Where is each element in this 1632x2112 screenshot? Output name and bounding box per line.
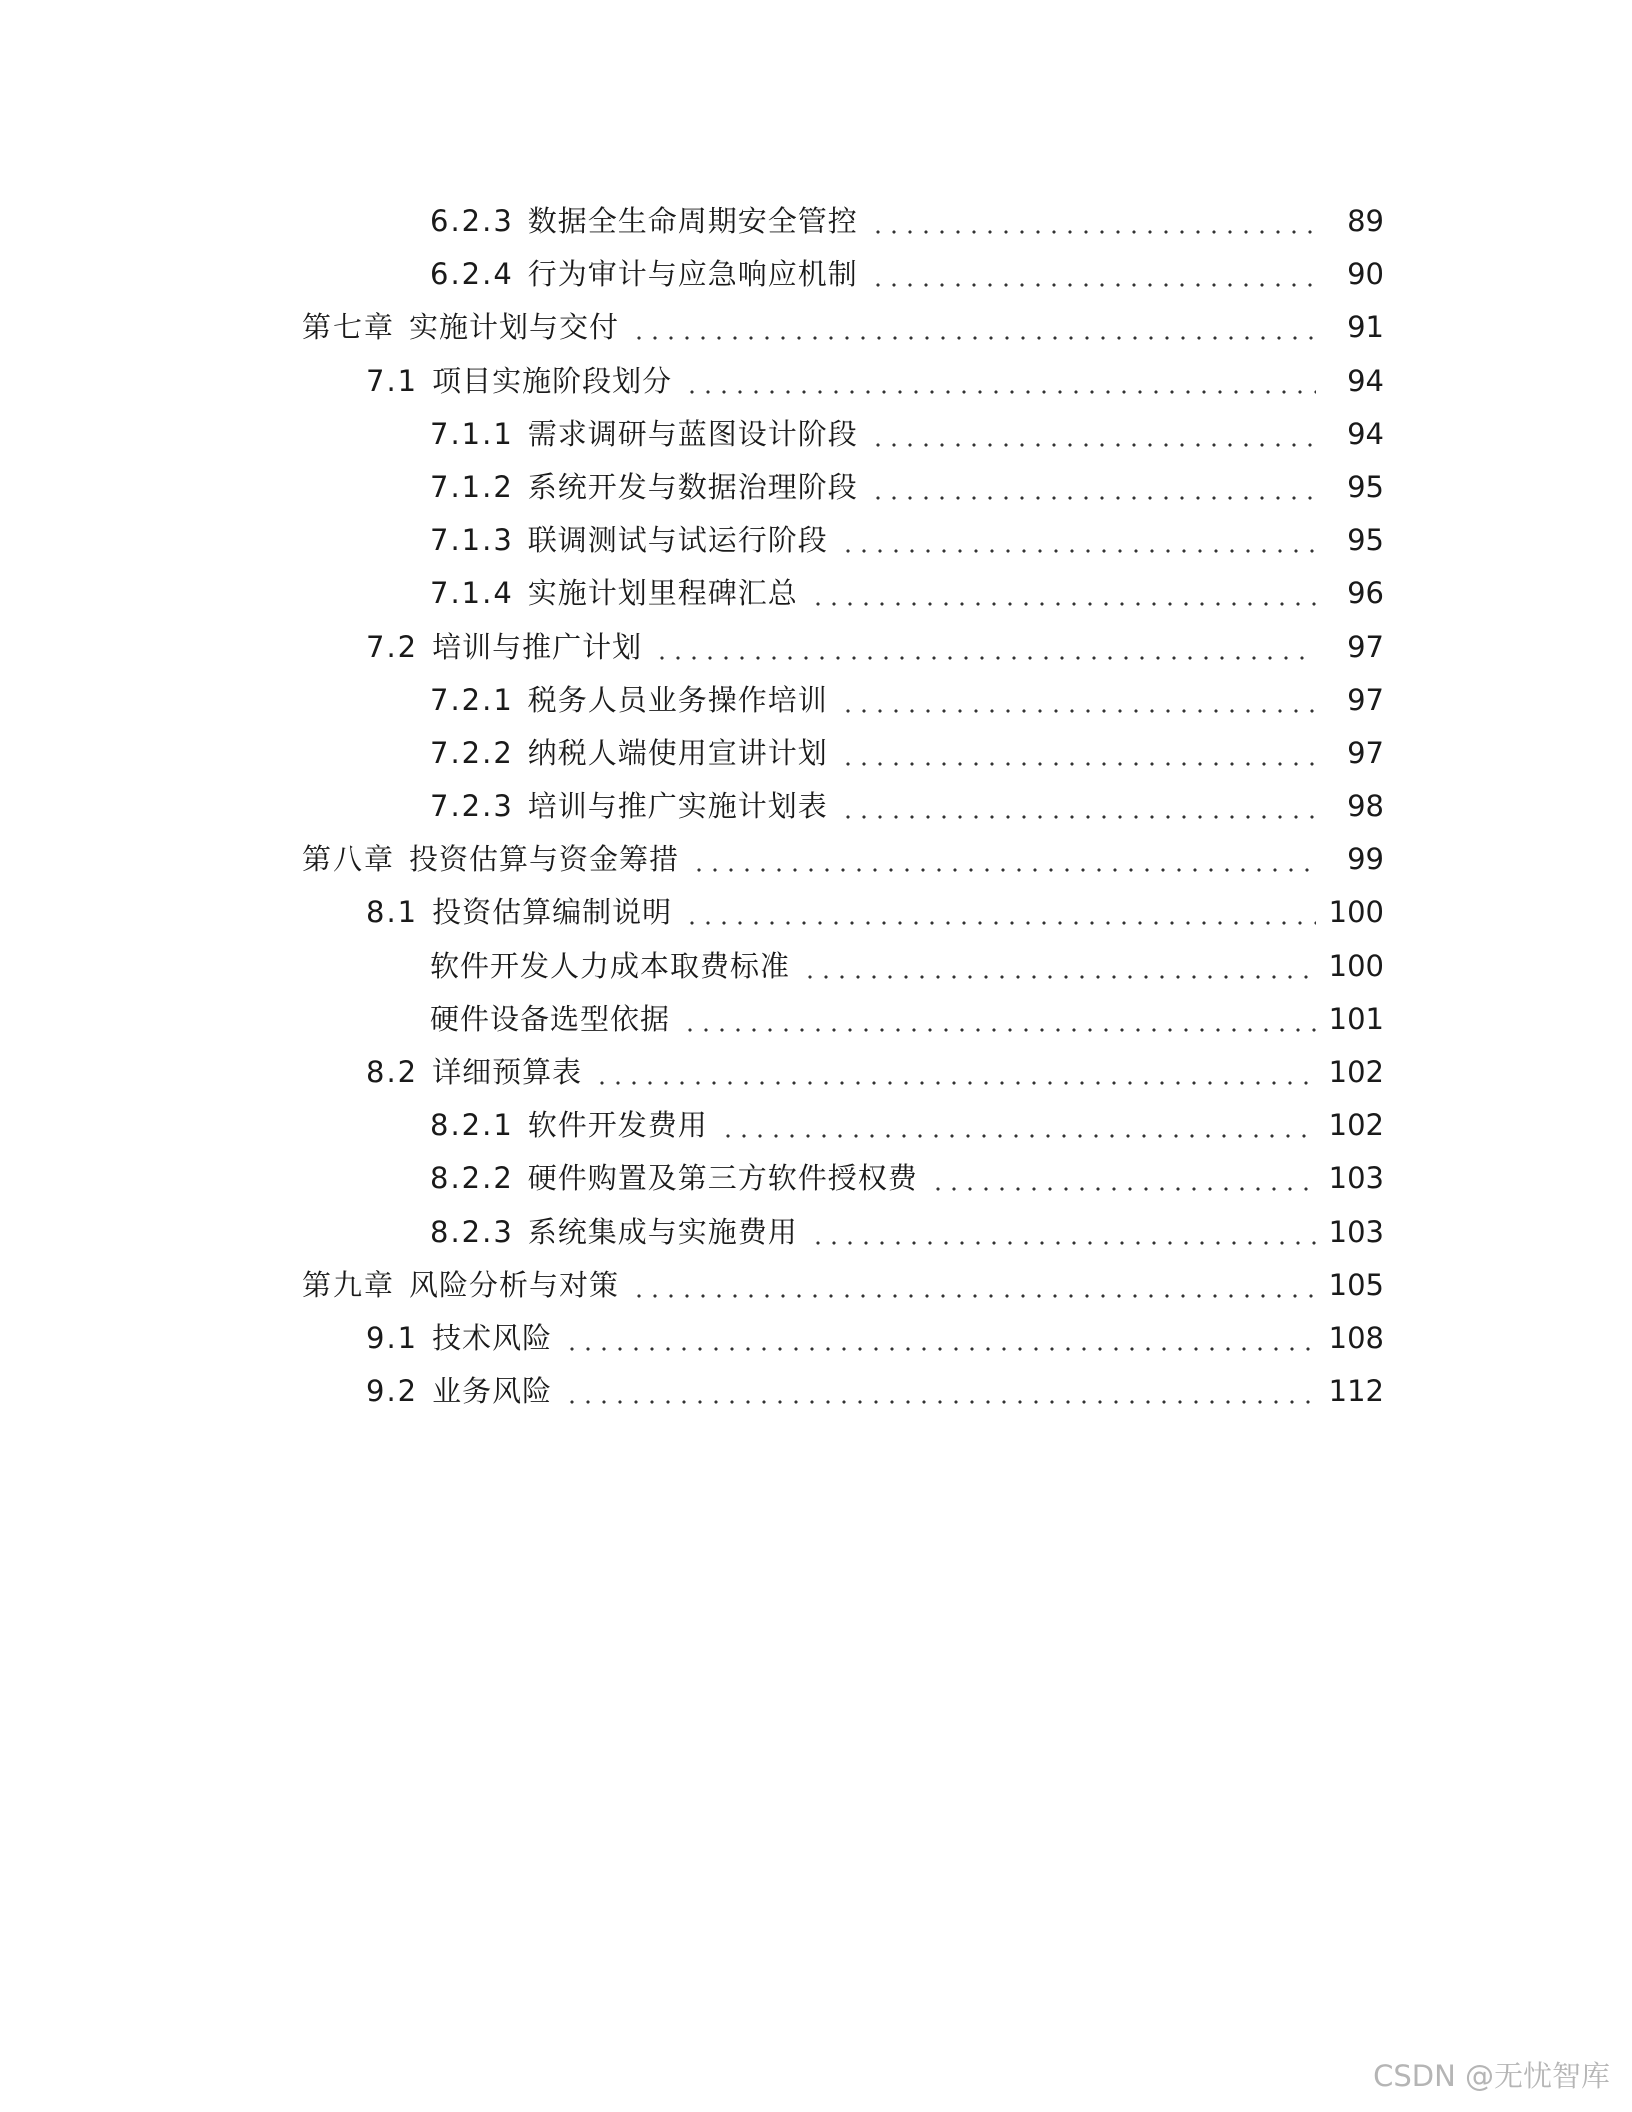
toc-page-number: 101	[1328, 1001, 1384, 1036]
toc-entry-title: 投资估算编制说明	[432, 895, 673, 930]
toc-page-number: 100	[1328, 895, 1384, 930]
toc-page-number: 94	[1347, 363, 1384, 398]
toc-entry-title: 业务风险	[432, 1374, 553, 1409]
toc-entry-title: 硬件购置及第三方软件授权费	[527, 1161, 918, 1196]
toc-dot-leader	[682, 993, 1316, 1046]
toc-entry[interactable]	[0, 461, 1632, 514]
toc-entry-title: 行为审计与应急响应机制	[527, 257, 858, 292]
toc-page-number: 100	[1328, 948, 1384, 983]
toc-dot-leader	[691, 833, 1316, 886]
toc-entry-number: 9.2	[366, 1374, 419, 1409]
toc-entry[interactable]	[0, 940, 1632, 993]
toc-entry[interactable]	[0, 355, 1632, 408]
toc-entry[interactable]	[0, 195, 1632, 248]
toc-dot-leader	[870, 248, 1316, 301]
toc-dot-leader	[930, 1152, 1316, 1205]
watermark: CSDN @无忧智库	[1373, 2059, 1610, 2093]
toc-page-number: 102	[1328, 1055, 1384, 1089]
toc-entry-number: 7.1.3	[430, 523, 514, 558]
toc-entry-title: 培训与推广计划	[432, 629, 643, 664]
toc-entry[interactable]	[0, 1046, 1632, 1099]
toc-page-number: 97	[1347, 735, 1384, 770]
toc-entry-number: 8.2.3	[430, 1214, 514, 1249]
toc-dot-leader	[564, 1365, 1316, 1418]
toc-entry[interactable]	[0, 248, 1632, 301]
toc-entry[interactable]	[0, 780, 1632, 833]
toc-entry-title: 实施计划里程碑汇总	[527, 576, 798, 611]
toc-entry-title: 项目实施阶段划分	[432, 363, 673, 398]
toc-entry-title: 硬件设备选型依据	[430, 1001, 671, 1036]
toc-page-number: 108	[1328, 1320, 1384, 1355]
toc-dot-leader	[870, 195, 1316, 248]
toc-dot-leader	[810, 1206, 1316, 1259]
toc-entry-title: 纳税人端使用宣讲计划	[527, 735, 828, 770]
toc-entry-number: 9.1	[366, 1320, 419, 1355]
toc-entry-number: 第七章	[302, 310, 396, 345]
toc-entry-number: 第九章	[302, 1267, 396, 1302]
toc-entry-title: 实施计划与交付	[409, 310, 620, 345]
toc-entry-title: 风险分析与对策	[409, 1267, 620, 1302]
toc-page-number: 94	[1347, 416, 1384, 451]
toc-entry[interactable]	[0, 301, 1632, 354]
toc-dot-leader	[840, 514, 1316, 567]
toc-dot-leader	[684, 355, 1316, 408]
toc-entry[interactable]	[0, 993, 1632, 1046]
toc-entry[interactable]	[0, 408, 1632, 461]
toc-entry[interactable]	[0, 833, 1632, 886]
toc-dot-leader	[802, 940, 1316, 993]
toc-dot-leader	[654, 621, 1316, 674]
toc-page-number: 90	[1347, 257, 1384, 292]
toc-dot-leader	[594, 1046, 1316, 1099]
toc-entry-number: 7.1.4	[430, 576, 514, 611]
toc-entry-title: 详细预算表	[432, 1055, 583, 1089]
toc-entry-number: 7.2.1	[430, 682, 514, 717]
toc-entry-title: 税务人员业务操作培训	[527, 682, 828, 717]
toc-page-number: 95	[1347, 469, 1384, 504]
toc-entry[interactable]	[0, 674, 1632, 727]
toc-entry-title: 软件开发费用	[527, 1108, 708, 1143]
toc-entry-number: 6.2.4	[430, 257, 514, 292]
toc-entry[interactable]	[0, 1152, 1632, 1205]
toc-dot-leader	[564, 1312, 1316, 1365]
toc-entry-number: 7.2.3	[430, 789, 514, 824]
toc-page-number: 102	[1328, 1108, 1384, 1143]
toc-entry-title: 投资估算与资金筹措	[409, 842, 680, 877]
toc-page-number: 103	[1328, 1161, 1384, 1196]
toc-dot-leader	[684, 886, 1316, 939]
toc-page-number: 103	[1328, 1214, 1384, 1249]
toc-entry-title: 培训与推广实施计划表	[527, 789, 828, 824]
toc-entry[interactable]	[0, 621, 1632, 674]
toc-page-number: 91	[1347, 310, 1384, 345]
toc-entry-number: 6.2.3	[430, 204, 514, 238]
toc-entry[interactable]	[0, 1259, 1632, 1312]
toc-entry[interactable]	[0, 567, 1632, 620]
toc-entry[interactable]	[0, 886, 1632, 939]
toc-page-number: 89	[1347, 204, 1384, 238]
toc-dot-leader	[631, 1259, 1316, 1312]
toc-page-number: 97	[1347, 682, 1384, 717]
toc-entry-title: 联调测试与试运行阶段	[527, 523, 828, 558]
toc-entry-title: 软件开发人力成本取费标准	[430, 948, 791, 983]
toc-entry[interactable]	[0, 1365, 1632, 1418]
toc-dot-leader	[810, 567, 1316, 620]
toc-entry-number: 第八章	[302, 842, 396, 877]
toc-dot-leader	[720, 1099, 1316, 1152]
toc-entry-title: 数据全生命周期安全管控	[527, 204, 858, 238]
toc-entry-title: 技术风险	[432, 1320, 553, 1355]
toc-entry-number: 7.2	[366, 629, 419, 664]
table-of-contents	[0, 195, 1632, 1418]
toc-page-number: 96	[1347, 576, 1384, 611]
toc-page-number: 98	[1347, 789, 1384, 824]
toc-entry[interactable]	[0, 1206, 1632, 1259]
toc-entry-number: 7.1.1	[430, 416, 514, 451]
toc-dot-leader	[870, 408, 1316, 461]
toc-entry[interactable]	[0, 514, 1632, 567]
toc-entry-title: 系统集成与实施费用	[527, 1214, 798, 1249]
toc-entry[interactable]	[0, 727, 1632, 780]
toc-entry-number: 7.1.2	[430, 469, 514, 504]
toc-entry[interactable]	[0, 1099, 1632, 1152]
toc-entry-number: 8.2	[366, 1055, 419, 1089]
toc-entry-number: 8.1	[366, 895, 419, 930]
toc-page-number: 99	[1347, 842, 1384, 877]
toc-entry-number: 8.2.2	[430, 1161, 514, 1196]
toc-entry-title: 系统开发与数据治理阶段	[527, 469, 858, 504]
toc-dot-leader	[840, 727, 1316, 780]
toc-dot-leader	[631, 301, 1316, 354]
toc-entry-number: 8.2.1	[430, 1108, 514, 1143]
toc-dot-leader	[840, 780, 1316, 833]
toc-page-number: 112	[1328, 1374, 1384, 1409]
toc-page-number: 105	[1328, 1267, 1384, 1302]
toc-entry-number: 7.1	[366, 363, 419, 398]
toc-page-number: 95	[1347, 523, 1384, 558]
toc-dot-leader	[870, 461, 1316, 514]
toc-entry-title: 需求调研与蓝图设计阶段	[527, 416, 858, 451]
toc-dot-leader	[840, 674, 1316, 727]
toc-entry[interactable]	[0, 1312, 1632, 1365]
toc-entry-number: 7.2.2	[430, 735, 514, 770]
toc-page-number: 97	[1347, 629, 1384, 664]
